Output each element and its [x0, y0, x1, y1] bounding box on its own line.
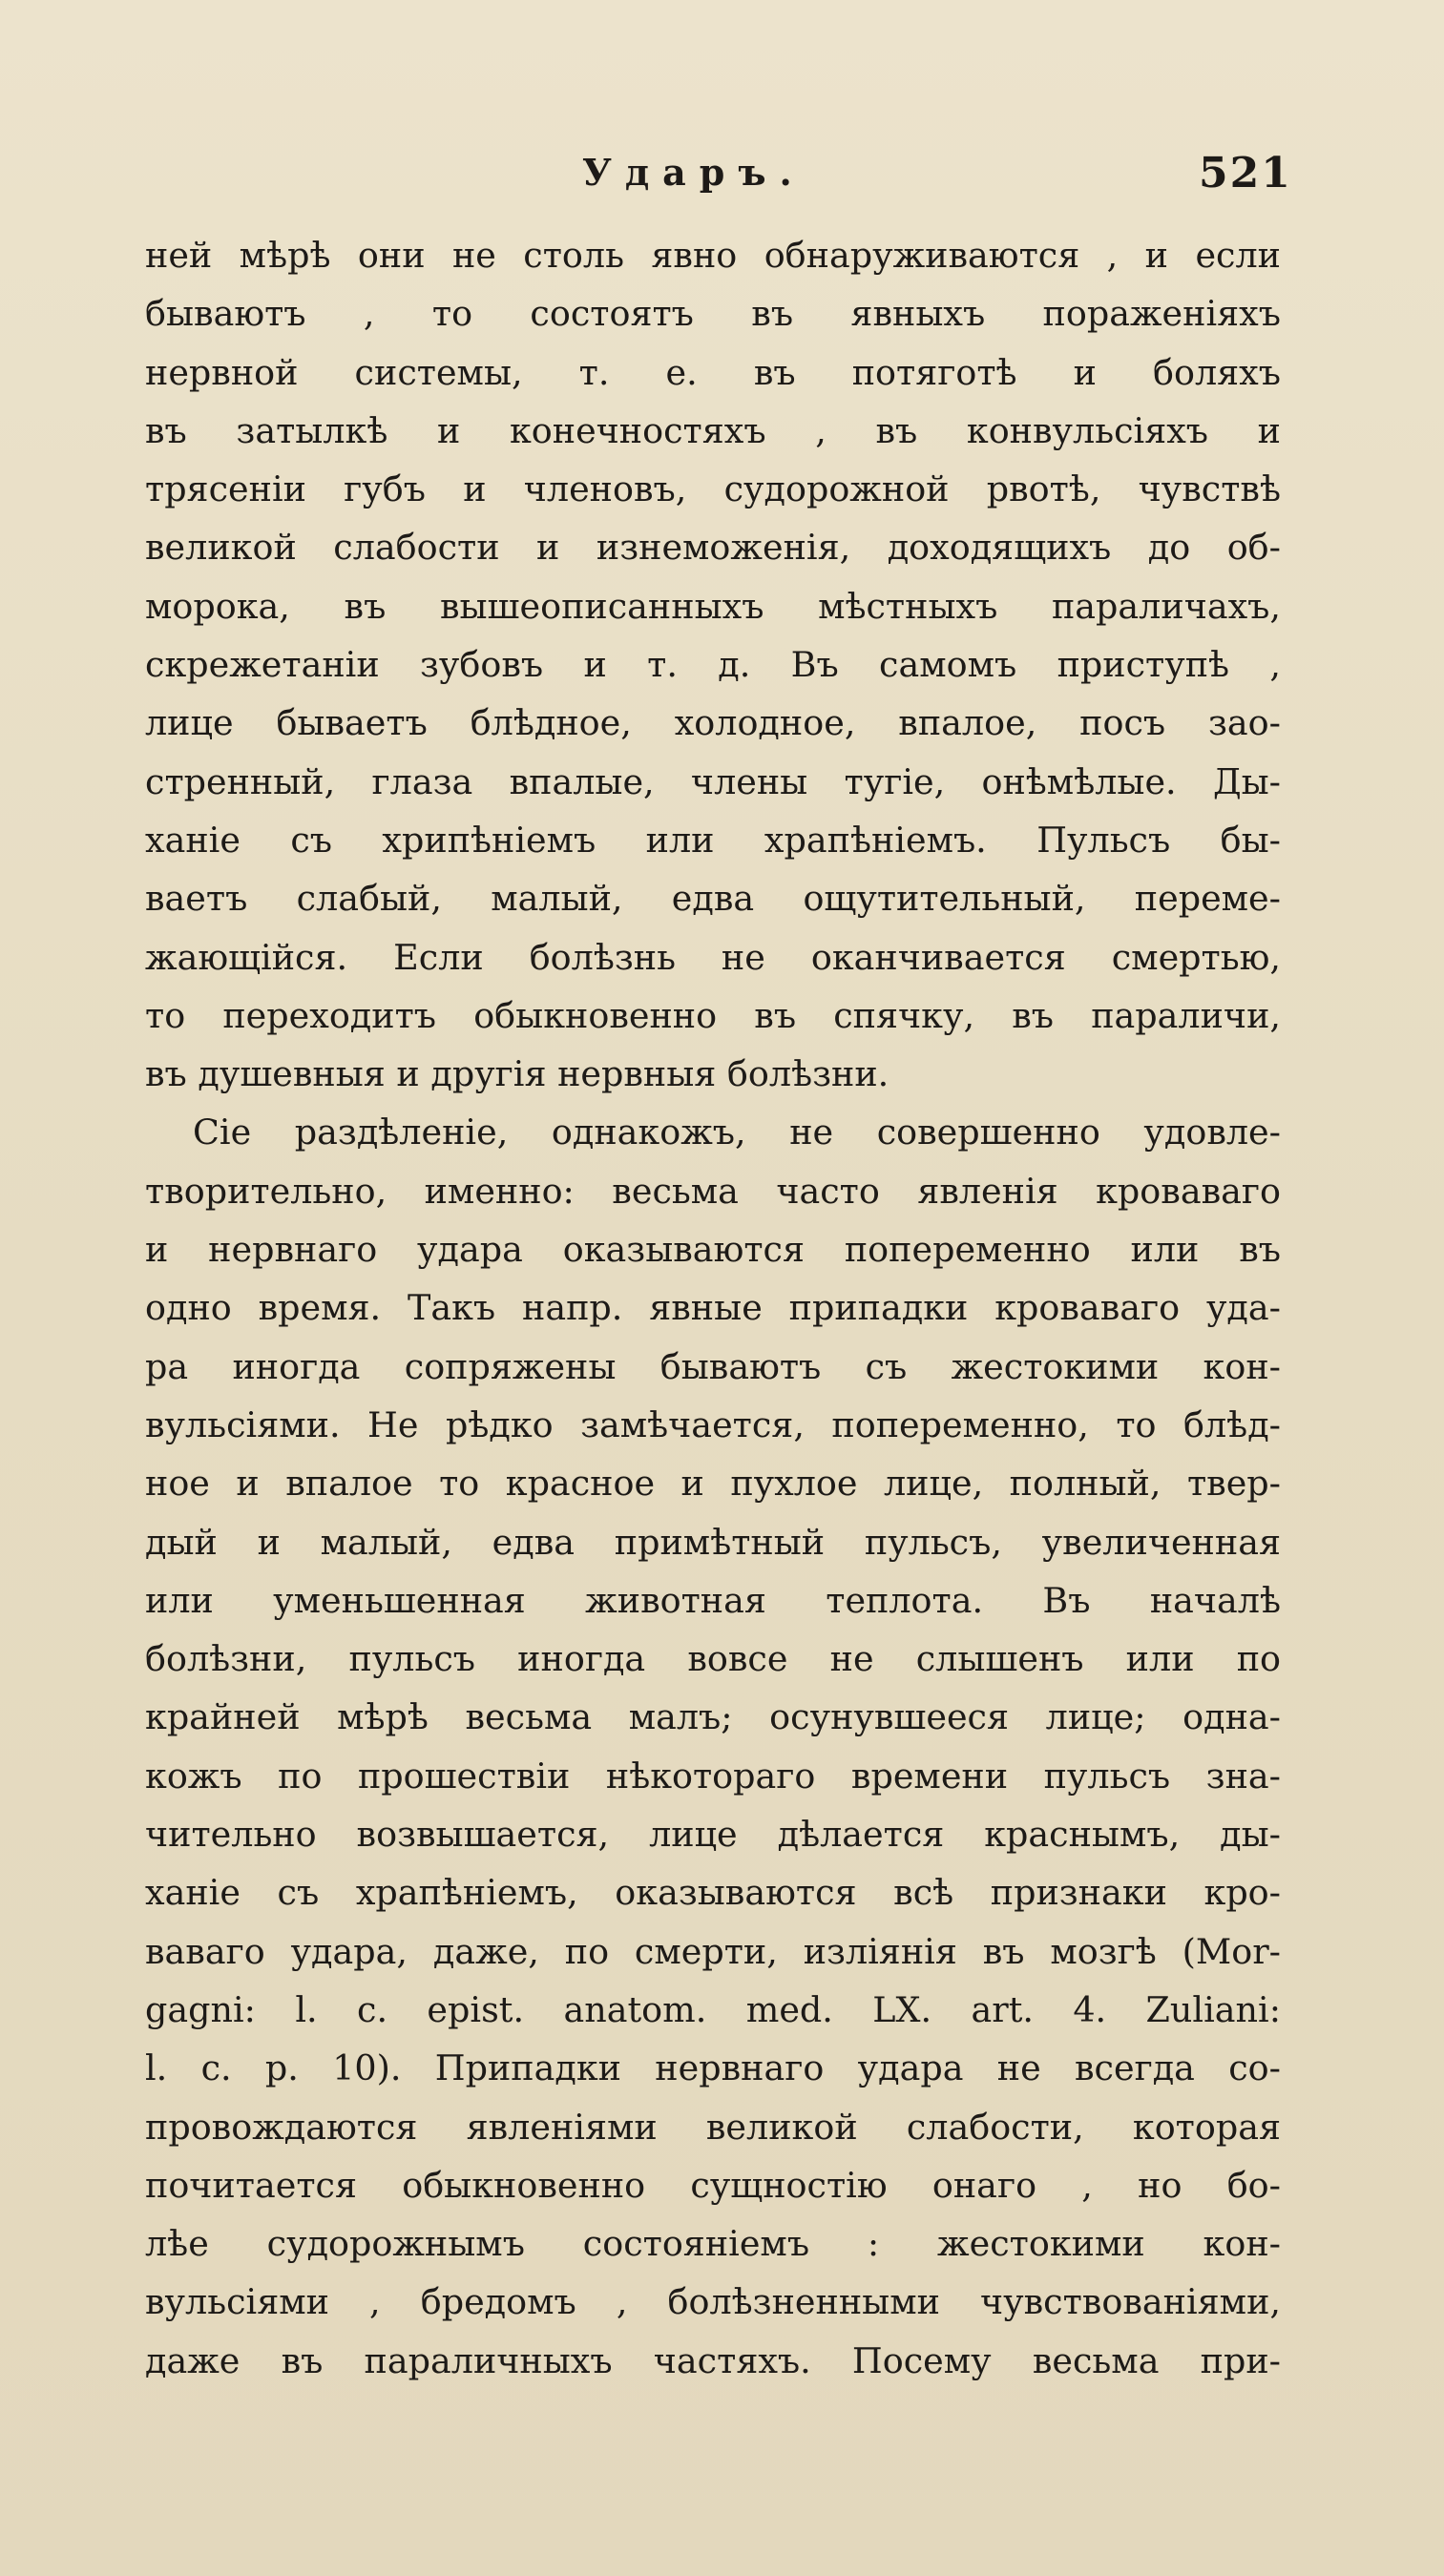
text-line: ханіе съ хрипѣніемъ или храпѣніемъ. Пульсъ бы- — [145, 819, 1281, 861]
text-line: бываютъ , то состоятъ въ явныхъ пораженіяхъ — [145, 293, 1281, 335]
text-line: gagni: l. c. epist. anatom. med. LX. art. 4. Zuliani: — [145, 1988, 1281, 2030]
text-line: лѣе судорожнымъ состояніемъ : жестокими кон- — [145, 2223, 1281, 2265]
text-line: жающійся. Если болѣзнь не оканчивается смертью, — [145, 936, 1281, 978]
text-line: въ затылкѣ и конечностяхъ , въ конвульсіяхъ и — [145, 409, 1281, 451]
text-line: l. c. p. 10). Припадки нервнаго удара не всегда со- — [145, 2047, 1281, 2089]
text-line: почитается обыкновенно сущностію онаго , но бо- — [145, 2164, 1281, 2206]
text-line: вульсіями , бредомъ , болѣзненными чувствованіями, — [145, 2281, 1281, 2323]
text-line: крайней мѣрѣ весьма малъ; осунувшееся лице; одна- — [145, 1696, 1281, 1738]
running-head — [0, 151, 1444, 208]
text-line: ное и впалое то красное и пухлое лице, полный, твер- — [145, 1463, 1281, 1505]
running-head-title: Ударъ. — [582, 151, 806, 194]
text-line: ваваго удара, даже, по смерти, изліянія въ мозгѣ (Mor- — [145, 1930, 1281, 1972]
body-text — [145, 226, 1281, 2390]
page-number: 521 — [1199, 149, 1292, 197]
text-line: ханіе съ храпѣніемъ, оказываются всѣ признаки кро- — [145, 1872, 1281, 1914]
text-line: лице бываетъ блѣдное, холодное, впалое, посъ зао- — [145, 702, 1281, 744]
text-line: трясеніи губъ и членовъ, судорожной рвотѣ, чувствѣ — [145, 468, 1281, 510]
text-line: вульсіями. Не рѣдко замѣчается, попеременно, то блѣд- — [145, 1403, 1281, 1445]
text-line: великой слабости и изнеможенія, доходящихъ до об- — [145, 527, 1281, 569]
paragraph-end-line: въ душевныя и другія нервныя болѣзни. — [145, 1053, 889, 1095]
paragraph-start-line: Сіе раздѣленіе, однакожъ, не совершенно удовле- — [193, 1111, 1281, 1153]
text-line: ней мѣрѣ они не столь явно обнаруживаются , и если — [145, 235, 1281, 276]
text-line: ваетъ слабый, малый, едва ощутительный, переме- — [145, 878, 1281, 920]
text-line: дый и малый, едва примѣтный пульсъ, увеличенная — [145, 1521, 1281, 1563]
text-line: или уменьшенная животная теплота. Въ началѣ — [145, 1579, 1281, 1621]
text-line: ра иногда сопряжены бываютъ съ жестокими кон- — [145, 1345, 1281, 1387]
text-line: скрежетаніи зубовъ и т. д. Въ самомъ приступѣ , — [145, 644, 1281, 686]
text-line: творительно, именно: весьма часто явленія кроваваго — [145, 1170, 1281, 1212]
text-line: даже въ параличныхъ частяхъ. Посему весьма при- — [145, 2339, 1281, 2381]
text-line: кожъ по прошествіи нѣкотораго времени пульсъ зна- — [145, 1755, 1281, 1797]
text-line: чительно возвышается, лице дѣлается краснымъ, ды- — [145, 1814, 1281, 1856]
text-line: стренный, глаза впалые, члены тугіе, онѣмѣлые. Ды- — [145, 760, 1281, 802]
text-line: то переходитъ обыкновенно въ спячку, въ параличи, — [145, 994, 1281, 1036]
text-line: одно время. Такъ напр. явные припадки кроваваго уда- — [145, 1287, 1281, 1329]
text-line: морока, въ вышеописанныхъ мѣстныхъ параличахъ, — [145, 585, 1281, 627]
text-line: провождаются явленіями великой слабости, которая — [145, 2106, 1281, 2148]
text-line: и нервнаго удара оказываются попеременно или въ — [145, 1229, 1281, 1271]
text-line: болѣзни, пульсъ иногда вовсе не слышенъ или по — [145, 1638, 1281, 1680]
text-line: нервной системы, т. е. въ потяготѣ и боляхъ — [145, 351, 1281, 393]
